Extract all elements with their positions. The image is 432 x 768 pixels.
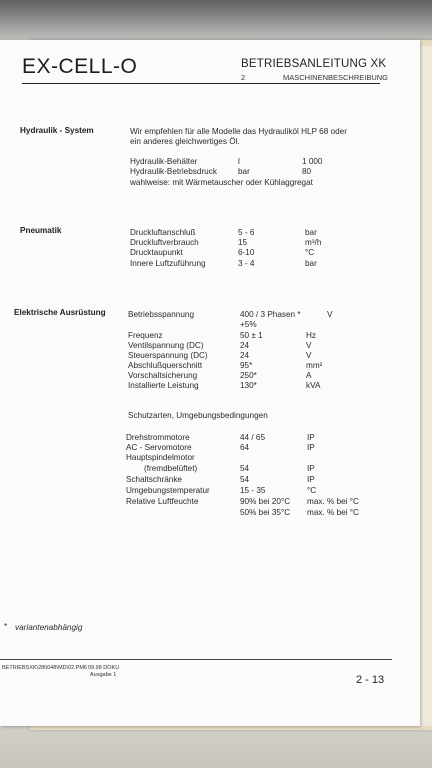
schutz-row-unit: IP <box>307 464 315 473</box>
schutz-row-value: 90% bei 20°C <box>240 497 291 506</box>
schutz-row-label: Umgebungstemperatur <box>126 486 210 495</box>
elektrik-row-label: Abschlußquerschnitt <box>128 361 203 370</box>
header-rule <box>22 83 380 84</box>
pneumatik-row-unit: °C <box>305 248 315 257</box>
hydraulik-row-value: 1 000 <box>302 157 323 166</box>
schutz-row-label: Schaltschränke <box>126 475 182 484</box>
schutz-row-unit: IP <box>307 443 315 452</box>
elektrik-betrieb-value: 400 / 3 Phasen * <box>240 310 301 319</box>
schutz-row-label: (fremdbelüftet) <box>144 464 198 473</box>
document-page <box>0 40 420 726</box>
schutz-row-value: 64 <box>240 443 250 452</box>
hydraulik-row-unit: bar <box>238 167 250 176</box>
schutz-row-label: Hauptspindelmotor <box>126 453 195 462</box>
schutz-row-value: 54 <box>240 464 250 473</box>
schutz-row-value: 54 <box>240 475 250 484</box>
footnote-asterisk: * <box>4 622 8 631</box>
elektrik-betrieb-tolerance: +5% <box>240 320 257 329</box>
elektrik-betrieb-unit: V <box>327 310 333 319</box>
elektrik-row-value: 24 <box>240 341 250 350</box>
elektrik-row-label: Steuerspannung (DC) <box>128 351 208 360</box>
elektrik-row-unit: A <box>306 371 312 380</box>
pneumatik-row-value: 15 <box>238 238 248 247</box>
pneumatik-row-unit: m³/h <box>305 238 322 247</box>
pneumatik-row-unit: bar <box>305 228 317 237</box>
schutz-heading: Schutzarten, Umgebungsbedingungen <box>128 411 268 420</box>
schutz-row-value: 15 - 35 <box>240 486 266 495</box>
section-heading-elektrik: Elektrische Ausrüstung <box>14 308 106 317</box>
schutz-row-unit: max. % bei °C <box>307 508 359 517</box>
elektrik-row-label: Vorschaltsicherung <box>128 371 198 380</box>
elektrik-row-label: Installierte Leistung <box>128 381 199 390</box>
elektrik-row-unit: V <box>306 341 312 350</box>
elektrik-row-value: 50 ± 1 <box>240 331 263 340</box>
elektrik-row-label: Ventilspannung (DC) <box>128 341 204 350</box>
hydraulik-row-value: 80 <box>302 167 312 176</box>
hydraulik-row-label: Hydraulik-Betriebsdruck <box>130 167 217 176</box>
elektrik-row-value: 130* <box>240 381 257 390</box>
elektrik-row-unit: Hz <box>306 331 317 340</box>
chapter-number: 2 <box>241 73 246 82</box>
schutz-row-unit: IP <box>307 475 315 484</box>
pneumatik-row-unit: bar <box>305 259 317 268</box>
footer-rule <box>0 659 392 660</box>
footnote-text: variantenabhängig <box>15 623 83 632</box>
schutz-row-label: Drehstrommotore <box>126 433 190 442</box>
pneumatik-row-value: 5 - 6 <box>238 228 255 237</box>
schutz-row-label: Relative Luftfeuchte <box>126 497 199 506</box>
section-heading-hydraulik: Hydraulik - System <box>20 126 94 135</box>
brand-logo: EX-CELL-O <box>22 55 138 78</box>
elektrik-row-unit: mm² <box>306 361 323 370</box>
schutz-row-unit: °C <box>307 486 317 495</box>
hydraulik-intro-line-2: ein anderes gleichwertiges Öl. <box>130 137 240 146</box>
pneumatik-row-label: Innere Luftzuführung <box>130 259 206 268</box>
hydraulik-note: wahlweise: mit Wärmetauscher oder Kühlaggregat <box>130 178 313 187</box>
schutz-row-value: 50% bei 35°C <box>240 508 291 517</box>
schutz-row-unit: max. % bei °C <box>307 497 359 506</box>
elektrik-row-label: Frequenz <box>128 331 163 340</box>
footer-date: 09.98 DOKU <box>88 665 120 671</box>
schutz-row-value: 44 / 65 <box>240 433 266 442</box>
pneumatik-row-label: Druckluftanschluß <box>130 228 196 237</box>
elektrik-row-unit: kVA <box>306 381 321 390</box>
elektrik-row-value: 95* <box>240 361 253 370</box>
pneumatik-row-label: Drucktaupunkt <box>130 248 183 257</box>
hydraulik-intro-line-1: Wir empfehlen für alle Modelle das Hydrauliköl HLP 68 oder <box>130 127 347 136</box>
elektrik-row-unit: V <box>306 351 312 360</box>
chapter-title: MASCHINENBESCHREIBUNG <box>283 73 389 82</box>
elektrik-row-value: 24 <box>240 351 250 360</box>
document-title: BETRIEBSANLEITUNG XK <box>241 58 387 70</box>
hydraulik-row-label: Hydraulik-Behälter <box>130 157 198 166</box>
elektrik-betrieb-label: Betriebsspannung <box>128 310 195 319</box>
schutz-row-unit: IP <box>307 433 315 442</box>
pneumatik-row-value: 6-10 <box>238 248 255 257</box>
footer-file-path: BETRIEBSXK\280048\MD\02.PM6 <box>2 665 87 671</box>
page-number: 2 - 13 <box>356 674 385 686</box>
schutz-row-label: AC - Servomotore <box>126 443 192 452</box>
elektrik-row-value: 250* <box>240 371 257 380</box>
footer-edition: Ausgabe 1 <box>90 672 117 678</box>
hydraulik-row-unit: l <box>238 157 240 166</box>
pneumatik-row-label: Druckluftverbrauch <box>130 238 199 247</box>
section-heading-pneumatik: Pneumatik <box>20 226 62 235</box>
pneumatik-row-value: 3 - 4 <box>238 259 255 268</box>
